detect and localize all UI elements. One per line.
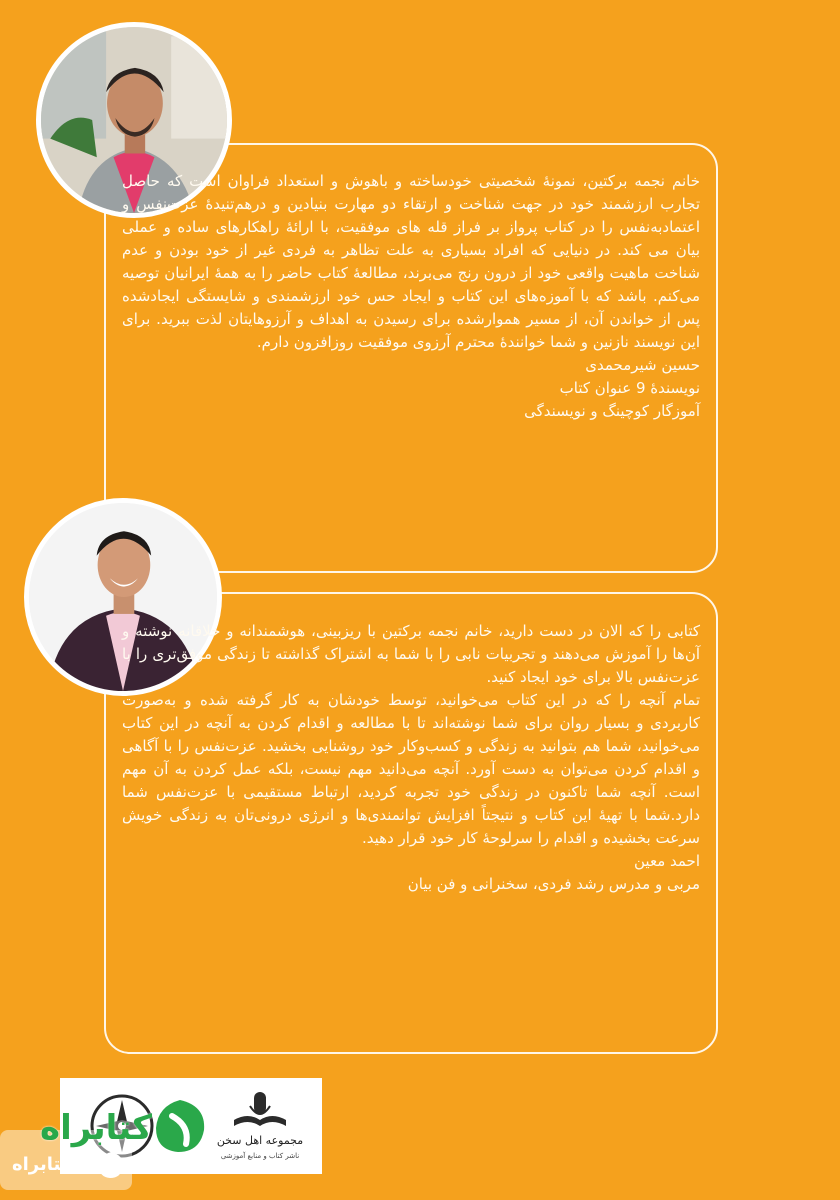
publisher-caption: ناشر کتاب و منابع آموزشی xyxy=(220,1152,300,1160)
author-name: حسین شیرمحمدی xyxy=(585,356,700,374)
publisher-name: مجموعه اهل سخن xyxy=(216,1134,304,1147)
author-role: آموزگار کوچینگ و نویسندگی xyxy=(524,402,700,420)
watermark-leaf-icon xyxy=(150,1096,210,1156)
author-role: نویسندۀ 9 عنوان کتاب xyxy=(559,379,700,397)
testimonial-text-1 xyxy=(122,170,700,423)
testimonial-paragraph: کتابی را که الان در دست دارید، خانم نجمه برکتین با ریزبینی، هوشمندانه و خلاقانه نوشته و آن‌ها را آموزش می‌دهند و تجربیات نابی را با شما به اشتراک گذاشته تا زندگی موفق‌تری را با عزت‌نفس بالا برای خود ایجاد کنید. xyxy=(122,622,700,686)
watermark-small-leaf-icon xyxy=(96,1150,126,1180)
watermark-brand-small: کتابراه xyxy=(12,1154,72,1175)
testimonial-text-2 xyxy=(122,620,700,896)
author-role: مربی و مدرس رشد فردی، سخنرانی و فن بیان xyxy=(407,875,700,893)
testimonial-paragraph: خانم نجمه برکتین، نمونۀ شخصیتی خودساخته و باهوش و استعداد فراوان است که حاصل تجارب ارزشمند خود در جهت شناخت و ارتقاء دو مهارت بنیادین و درهم‌تنیدۀ عزت‌نفس و اعتمادبه‌نفس را در کتاب پرواز بر فراز قله های موفقیت، با ارائۀ راهکارهای ساده و عملی بیان می کند. در دنیایی که افراد بسیاری به علت تظاهر به فردی غیر از خود بودن و عدم شناخت ماهیت واقعی خود از درون رنج می‌برند، مطالعۀ کتاب حاضر را به همۀ ایرانیان توصیه می‌کنم. باشد که با آموزه‌های این کتاب و ایجاد حس خود ارزشمندی و شایستگی ایجادشده پس از خواندن آن، از مسیر هموارشده برای رسیدن به اهداف و آرزوهایتان لذت ببرید. برای این نویسند نازنین و شما خوانندۀ محترم آرزوی موفقیت روزافزون دارم. xyxy=(122,172,700,351)
author-name: احمد معین xyxy=(634,852,700,870)
watermark-brand-large: کتابراه xyxy=(40,1108,153,1148)
testimonial-paragraph: تمام آنچه را که در این کتاب می‌خوانید، توسط خودشان به کار گرفته شده و به‌صورت کاربردی و بسیار روان برای شما نوشته‌اند تا با مطالعه و اقدام کردن به آنچه در این کتاب می‌خوانید، شما هم بتوانید به زندگی و کسب‌وکار خود روشنایی بخشید. عزت‌نفس را با آگاهی و اقدام کردن می‌توان به دست آورد. آنچه می‌دانید مهم نیست، بلکه عمل کردن به آن مهم است. آنچه شما تاکنون در زندگی خود تجربه کردید، ارتباط مستقیمی با عزت‌نفس شما دارد.شما با تهیۀ این کتاب و نتیجتاً افزایش توانمندی‌ها و انرژی درونی‌تان به زندگی خویش سرعت بخشیده و اقدام را سرلوحۀ کار خود قرار دهید. xyxy=(122,691,700,847)
book-mic-logo-icon xyxy=(234,1092,286,1126)
